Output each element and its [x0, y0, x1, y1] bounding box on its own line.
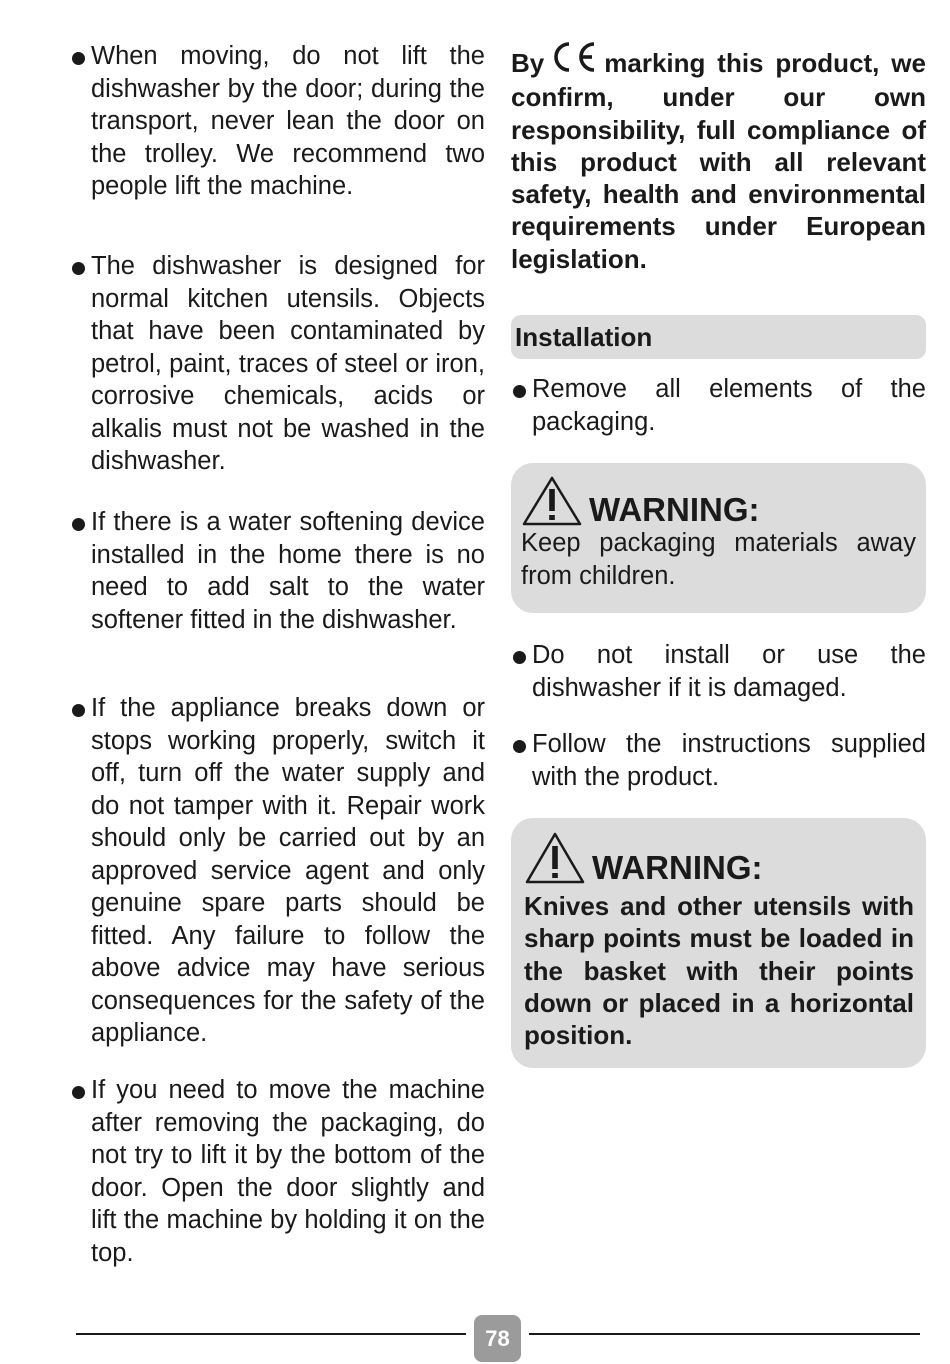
- ce-paragraph: By marking this product, we confirm, under our own responsibility, full compliance of this product with all relevant safety, health and environmental requirements under European legislation.: [511, 40, 926, 275]
- bullet-text: If there is a water softening device installed in the home there is no need to add salt to the water softener fitted in the dishwasher.: [91, 508, 485, 634]
- bullet-dot: [72, 1086, 85, 1099]
- list-item: [70, 1074, 485, 1269]
- warning-box: [511, 463, 926, 613]
- section-heading-installation: Installation: [511, 315, 926, 359]
- bullet-text: Do not install or use the dishwasher if it is damaged.: [532, 641, 926, 702]
- list-item: [70, 506, 485, 692]
- bullet-text: Follow the instructions supplied with the product.: [532, 730, 926, 791]
- warning-triangle-icon: [521, 475, 583, 527]
- list-item: [511, 639, 926, 704]
- footer-divider: [76, 1333, 466, 1335]
- bullet-text: If you need to move the machine after removing the packaging, do not try to lift it by the bottom of the door. Open the door slightly and lift the machine by holding it on the top.: [91, 1076, 485, 1267]
- bullet-dot: [72, 262, 85, 275]
- warning-title: WARNING:: [521, 475, 916, 527]
- list-item: [511, 728, 926, 793]
- bullet-text: If the appliance breaks down or stops working properly, switch it off, turn off the water supply and do not tamper with it. Repair work should only be carried out by an approved service agent and only genuine spare parts should be fitted. Any failure to follow the above advice may have serious consequences for the safety of the appliance.: [91, 694, 485, 1047]
- warning-text: Knives and other utensils with sharp points must be loaded in the basket with their points down or placed in a horizontal position.: [524, 891, 914, 1051]
- footer-divider: [529, 1333, 920, 1335]
- bullet-text: When moving, do not lift the dishwasher by the door; during the transport, never lean the door on the trolley. We recommend two people lift the machine.: [91, 42, 485, 200]
- list-item: [70, 40, 485, 250]
- list-item: [511, 373, 926, 438]
- bullet-dot: [513, 385, 526, 398]
- left-column: [70, 40, 485, 1269]
- page-number: 78: [474, 1315, 521, 1362]
- list-item: [70, 692, 485, 1074]
- warning-triangle-icon: [524, 831, 586, 885]
- bullet-dot: [513, 740, 526, 753]
- list-item: [70, 250, 485, 506]
- bullet-text: The dishwasher is designed for normal kitchen utensils. Objects that have been contaminated by petrol, paint, traces of steel or iron, corrosive chemicals, acids or alkalis must not be washed in the dishwasher.: [91, 252, 485, 475]
- bullet-text: Remove all elements of the packaging.: [532, 375, 926, 436]
- ce-mark-icon: [548, 40, 598, 81]
- warning-box: [511, 818, 926, 1068]
- bullet-dot: [72, 704, 85, 717]
- bullet-dot: [72, 518, 85, 531]
- bullet-dot: [513, 651, 526, 664]
- bullet-dot: [72, 52, 85, 65]
- ce-statement: [511, 40, 926, 275]
- warning-title: WARNING:: [524, 831, 914, 885]
- warning-text: Keep packaging materials away from children.: [521, 529, 916, 590]
